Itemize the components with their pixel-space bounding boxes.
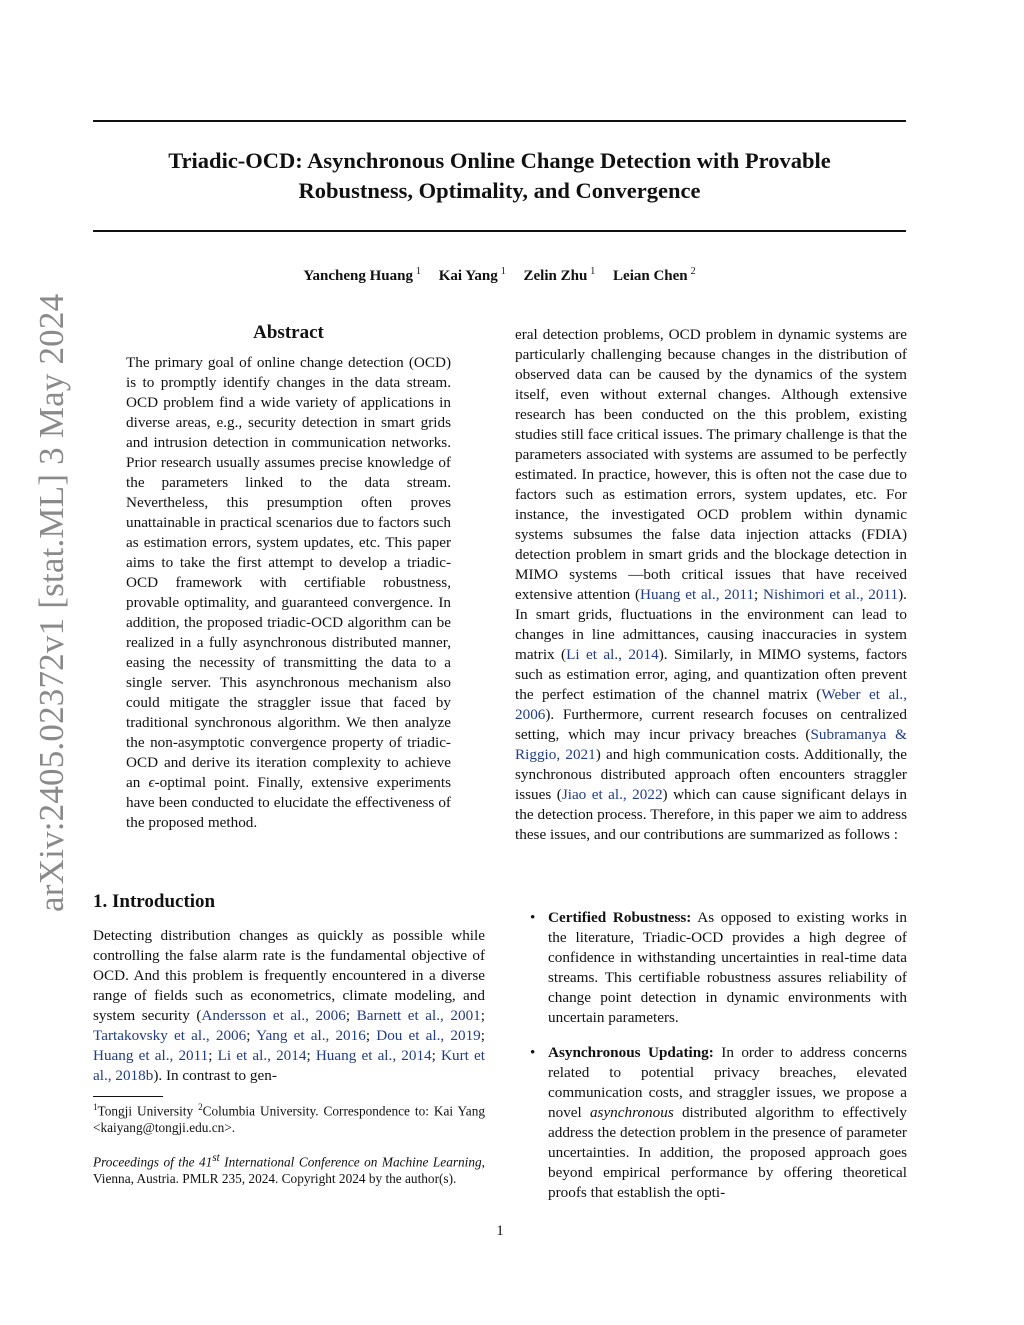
proceedings-note: Proceedings of the 41st International Conference on Machine Learning, Vienna, Austria. PMLR 235, 2024. Copyright 2024 by the author(s). xyxy=(93,1152,485,1187)
title-line-2: Robustness, Optimality, and Convergence xyxy=(298,178,701,203)
citation-link[interactable]: Huang et al., 2011 xyxy=(93,1047,209,1064)
author: Yancheng Huang $^1$ xyxy=(303,266,421,284)
author-list xyxy=(93,266,906,285)
citation-link[interactable]: Huang et al., 2014 xyxy=(315,1047,432,1064)
paper-title xyxy=(93,146,906,206)
citation-link[interactable]: Dou et al., 2019 xyxy=(376,1027,481,1044)
citation-link[interactable]: Jiao et al., 2022 xyxy=(561,786,663,803)
bullet-icon: • xyxy=(530,1044,536,1061)
citation-link[interactable]: Kurt et al., 2018b xyxy=(93,1047,485,1084)
citation-link[interactable]: Subramanya & Riggio, 2021 xyxy=(515,726,907,763)
top-rule xyxy=(93,120,906,122)
citation-link[interactable]: Yang et al., 2016 xyxy=(256,1027,366,1044)
citation-link[interactable]: Li et al., 2014 xyxy=(217,1047,307,1064)
citation-link[interactable]: Barnett et al., 2001 xyxy=(356,1007,481,1024)
citation-link[interactable]: Huang et al., 2011 xyxy=(640,586,755,603)
author: Kai Yang $^1$ xyxy=(438,266,506,284)
list-item: • Certified Robustness: As opposed to existing works in the literature, Triadic-OCD provides a high degree of confidence in withstanding uncertainties in real-time data streams. This certifiable robustness assures reliability of change point detection in dynamic environments with uncertain parameters. xyxy=(530,909,907,1026)
citation-link[interactable]: Andersson et al., 2006 xyxy=(201,1007,346,1024)
affiliation-footnote: $^1$Tongji University $^2$Columbia University. Correspondence to: Kai Yang <kaiyang@tongji.edu.cn>. xyxy=(93,1102,485,1136)
title-bottom-rule xyxy=(93,230,906,232)
author: Leian Chen $^2$ xyxy=(613,266,696,284)
section-heading-introduction: 1. Introduction xyxy=(93,891,216,912)
right-column-body: eral detection problems, OCD problem in dynamic systems are particularly challenging because changes in the distribution of observed data can be caused by the dynamics of the system itself, even without external changes. Although extensive research has been conducted on the this problem, existing studies still face critical issues. The primary challenge is that the parameters associated with systems are assumed to be perfectly estimated. In practice, however, this is often not the case due to factors such as estimation errors, system updates, etc. For instance, the investigated OCD problem within dynamic systems subsumes the false data injection attacks (FDIA) detection problem in smart grids and the blockage detection in MIMO systems —both critical issues that have received extensive attention (Huang et al., 2011; Nishimori et al., 2011). In smart grids, fluctuations in the environment can lead to changes in line admittances, causing inaccuracies in system matrix (Li et al., 2014). Similarly, in MIMO systems, factors such as estimation error, aging, and quantization often prevent the perfect estimation of the channel matrix (Weber et al., 2006). Furthermore, current research focuses on centralized setting, which may incur privacy breaches (Subramanya & Riggio, 2021) and high communication costs. Additionally, the synchronous distributed approach often encounters straggler issues (Jiao et al., 2022) which can cause significant delays in the detection process. Therefore, in this paper we aim to address these issues, and our contributions are summarized as follows : xyxy=(515,326,908,843)
title-line-1: Triadic-OCD: Asynchronous Online Change Detection with Provable xyxy=(168,148,831,173)
citation-link[interactable]: Tartakovsky et al., 2006 xyxy=(93,1027,247,1044)
arxiv-sidebar-stamp[interactable]: arXiv:2405.02372v1 [stat.ML] 3 May 2024 xyxy=(32,293,71,912)
abstract-heading: Abstract xyxy=(253,322,324,343)
abstract-body: The primary goal of online change detection (OCD) is to promptly identify changes in the data stream. OCD problem find a wide variety of applications in diverse areas, e.g., security detection in smart grids and intrusion detection in communication networks. Prior research usually assumes precise knowledge of the parameters linked to the data stream. Nevertheless, this presumption often proves unattainable in practical scenarios due to factors such as estimation errors, system updates, etc. This paper aims to take the first attempt to develop a triadic-OCD framework with certifiable robustness, provable optimality, and guaranteed convergence. In addition, the proposed triadic-OCD algorithm can be realized in a fully asynchronous distributed manner, easing the necessity of transmitting the data to a single server. This asynchronous mechanism also could mitigate the straggler issue that faced by traditional synchronous algorithm. We then analyze the non-asymptotic convergence property of triadic-OCD and derive its iteration complexity to achieve an ϵ-optimal point. Finally, extensive experiments have been conducted to elucidate the effectiveness of the proposed method. xyxy=(126,354,451,831)
citation-link[interactable]: Nishimori et al., 2011 xyxy=(763,586,899,603)
bullet-icon: • xyxy=(530,909,536,926)
contribution-list xyxy=(530,908,907,1203)
citation-link[interactable]: Weber et al., 2006 xyxy=(515,686,908,723)
footnote-rule xyxy=(93,1096,163,1097)
citation-link[interactable]: Li et al., 2014 xyxy=(566,646,659,663)
author: Zelin Zhu $^1$ xyxy=(523,266,596,284)
introduction-body: Detecting distribution changes as quickly as possible while controlling the false alarm rate is the fundamental objective of OCD. And this problem is frequently encountered in a diverse range of fields such as econometrics, climate modeling, and system security (Andersson et al., 2006; Barnett et al., 2001; Tartakovsky et al., 2006; Yang et al., 2016; Dou et al., 2019; Huang et al., 2011; Li et al., 2014; Huang et al., 2014; Kurt et al., 2018b). In contrast to gen- xyxy=(93,927,486,1084)
list-item: • Asynchronous Updating: In order to address concerns related to potential privacy breaches, elevated communication costs, and straggler issues, we propose a novel asynchronous distributed algorithm to effectively address the detection problem in the presence of parameter uncertainties. In addition, the proposed approach goes beyond empirical performance by offering theoretical proofs that establish the opti- xyxy=(530,1044,907,1201)
page-number: 1 xyxy=(496,1223,504,1239)
